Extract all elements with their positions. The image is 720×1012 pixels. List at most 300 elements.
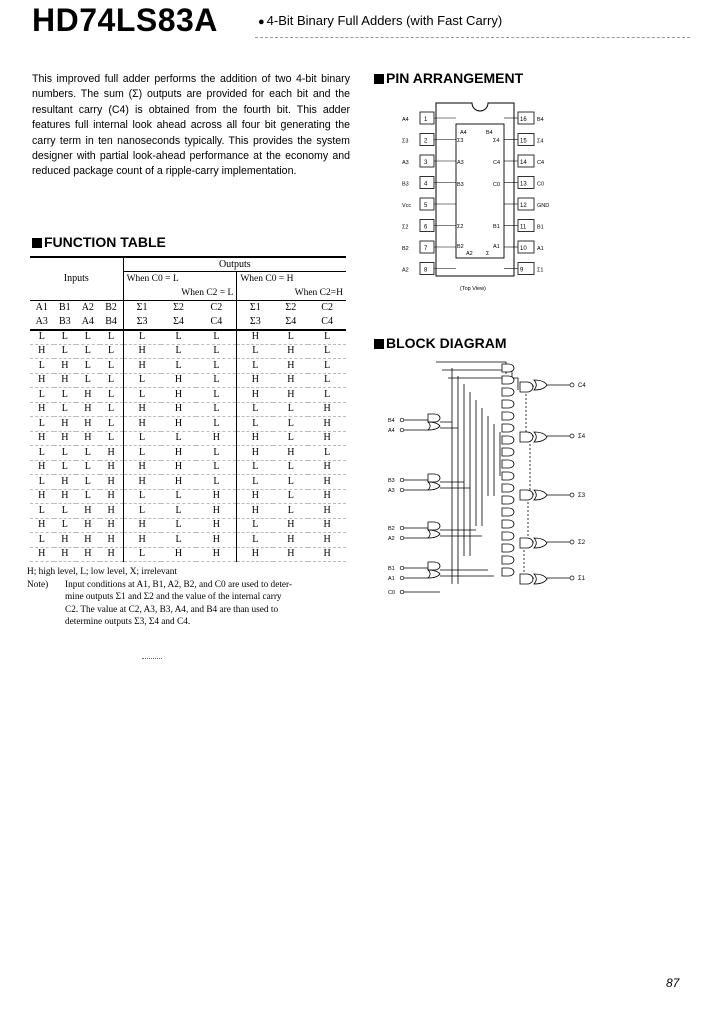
table-cell: L xyxy=(30,417,54,432)
table-cell: L xyxy=(273,431,308,446)
table-cell: L xyxy=(161,330,197,345)
table-cell: H xyxy=(54,417,76,432)
pin-right-14 xyxy=(504,155,544,167)
pin-name: Σ1 xyxy=(537,267,544,274)
table-cell: L xyxy=(123,504,161,519)
table-row xyxy=(30,388,346,403)
input-label: B2 xyxy=(388,526,395,532)
table-cell: H xyxy=(273,446,308,461)
table-row xyxy=(30,460,346,475)
and-gate xyxy=(502,364,514,372)
table-cell: L xyxy=(273,417,308,432)
table-cell: L xyxy=(76,344,100,359)
table-cell: H xyxy=(161,475,197,490)
and-gate xyxy=(520,432,533,442)
column-label-bottom: C4 xyxy=(196,315,236,330)
inner-b2: B2 xyxy=(457,244,464,250)
pin-left-4 xyxy=(402,177,456,189)
table-cell: H xyxy=(237,373,274,388)
input-label: B4 xyxy=(388,418,395,424)
input-label: A1 xyxy=(388,576,395,582)
block-output-2 xyxy=(547,493,586,499)
table-cell: L xyxy=(237,518,274,533)
pin-number: 11 xyxy=(520,224,527,231)
table-cell: L xyxy=(196,417,236,432)
note-line: mine outputs Σ1 and Σ2 and the value of the internal carry xyxy=(65,592,282,603)
block-diagram-wiring xyxy=(404,362,534,592)
table-cell: L xyxy=(100,402,123,417)
table-cell: L xyxy=(76,475,100,490)
block-output-0 xyxy=(547,383,586,389)
column-label-bottom: A3 xyxy=(30,315,54,330)
table-cell: H xyxy=(161,388,197,403)
table-cell: L xyxy=(308,388,346,403)
table-cell: L xyxy=(237,359,274,374)
pin-name: B3 xyxy=(402,181,409,188)
subtitle-text: 4-Bit Binary Full Adders (with Fast Carry) xyxy=(266,13,503,28)
block-input-2 xyxy=(388,478,404,484)
table-cell: H xyxy=(54,373,76,388)
column-label-top: C2 xyxy=(308,301,346,316)
inner-a3: A3 xyxy=(457,160,464,166)
block-input-1 xyxy=(388,428,404,434)
column-label-bottom: Σ3 xyxy=(123,315,161,330)
table-cell: L xyxy=(100,431,123,446)
pin-name: Σ2 xyxy=(402,224,409,231)
table-cell: L xyxy=(196,330,236,345)
pin-left-2 xyxy=(402,134,456,146)
inner-a1: A1 xyxy=(493,244,500,250)
pin-number: 7 xyxy=(424,246,428,252)
inner-a2: A2 xyxy=(466,251,473,257)
block-output-1 xyxy=(547,434,586,440)
and-gate xyxy=(502,568,514,576)
inner-c0: C0 xyxy=(493,182,501,188)
and-gate xyxy=(502,556,514,564)
pin-right-15 xyxy=(504,134,543,146)
output-label: Σ1 xyxy=(578,576,586,582)
table-cell: L xyxy=(30,475,54,490)
block-input-0 xyxy=(388,418,404,424)
table-cell: L xyxy=(76,489,100,504)
table-cell: L xyxy=(100,330,123,345)
column-label-top: Σ2 xyxy=(273,301,308,316)
table-cell: L xyxy=(196,475,236,490)
input-label: C0 xyxy=(388,590,396,596)
table-cell: H xyxy=(54,547,76,562)
pin-number: 15 xyxy=(520,138,527,145)
block-input-8 xyxy=(388,590,404,596)
table-cell: H xyxy=(196,489,236,504)
table-cell: L xyxy=(76,373,100,388)
table-cell: H xyxy=(76,533,100,548)
pin-name: B4 xyxy=(537,117,544,123)
table-cell: L xyxy=(123,446,161,461)
table-cell: H xyxy=(54,533,76,548)
and-gate xyxy=(502,544,514,552)
output-label: Σ2 xyxy=(578,540,586,546)
column-label-top: Σ2 xyxy=(161,301,197,316)
table-cell: H xyxy=(237,431,274,446)
block-input-3 xyxy=(388,488,404,494)
pin-name: B2 xyxy=(402,246,409,252)
table-cell: L xyxy=(196,344,236,359)
table-cell: H xyxy=(30,547,54,562)
pin-right-16 xyxy=(504,112,544,124)
table-cell: H xyxy=(161,417,197,432)
or-gate xyxy=(534,490,547,500)
table-cell: L xyxy=(100,388,123,403)
inner-s3: Σ3 xyxy=(457,138,464,144)
table-cell: L xyxy=(54,344,76,359)
pin-number: 5 xyxy=(424,203,428,209)
table-cell: H xyxy=(273,388,308,403)
table-cell: H xyxy=(100,533,123,548)
ic-package xyxy=(436,103,514,276)
table-cell: L xyxy=(161,533,197,548)
table-cell: H xyxy=(123,359,161,374)
table-cell: H xyxy=(100,504,123,519)
and-gate xyxy=(502,496,514,504)
table-cell: L xyxy=(161,431,197,446)
table-cell: H xyxy=(308,533,346,548)
pin-arrangement-heading: PIN ARRANGEMENT xyxy=(374,70,523,86)
and-gate xyxy=(502,448,514,456)
pin-left-5 xyxy=(402,198,456,210)
and-gate xyxy=(428,562,440,570)
inner-s2: Σ2 xyxy=(457,224,464,230)
block-output-3 xyxy=(547,540,586,546)
table-cell: H xyxy=(273,547,308,562)
column-label-bottom: B3 xyxy=(54,315,76,330)
table-cell: L xyxy=(237,402,274,417)
block-diagram xyxy=(384,356,600,602)
table-cell: L xyxy=(100,417,123,432)
pin-name: Vcc xyxy=(402,203,412,209)
table-cell: H xyxy=(123,344,161,359)
table-cell: L xyxy=(237,533,274,548)
column-label-bottom: A4 xyxy=(76,315,100,330)
pin-number: 14 xyxy=(520,160,527,166)
table-cell: L xyxy=(30,388,54,403)
table-cell: H xyxy=(161,460,197,475)
and-gate xyxy=(502,436,514,444)
table-cell: L xyxy=(54,446,76,461)
table-cell: H xyxy=(237,547,274,562)
table-cell: L xyxy=(273,460,308,475)
or-gate xyxy=(428,422,440,430)
block-diagram-heading: BLOCK DIAGRAM xyxy=(374,335,507,351)
note-line: Note) Input conditions at A1, B1, A2, B2, and C0 are used to deter- xyxy=(27,579,293,590)
table-cell: L xyxy=(100,344,123,359)
table-cell: H xyxy=(308,431,346,446)
table-cell: H xyxy=(30,460,54,475)
table-cell: H xyxy=(123,460,161,475)
table-cell: L xyxy=(273,330,308,345)
pin-left-3 xyxy=(402,155,456,167)
column-label-top: Σ1 xyxy=(237,301,274,316)
table-cell: H xyxy=(237,388,274,403)
pin-number: 4 xyxy=(424,181,428,188)
and-gate xyxy=(502,520,514,528)
legend-note: H; high level, L; low level, X; irrelevant xyxy=(27,567,177,577)
table-cell: H xyxy=(76,504,100,519)
table-cell: L xyxy=(237,417,274,432)
output-label: Σ4 xyxy=(578,434,586,440)
pin-name: A4 xyxy=(402,117,409,123)
table-cell: H xyxy=(54,475,76,490)
table-cell: H xyxy=(196,504,236,519)
table-cell: H xyxy=(123,417,161,432)
table-cell: H xyxy=(308,518,346,533)
table-row xyxy=(30,533,346,548)
table-cell: L xyxy=(308,330,346,345)
or-gate xyxy=(534,574,547,584)
table-row xyxy=(30,417,346,432)
table-cell: H xyxy=(161,547,197,562)
and-gate xyxy=(520,538,533,548)
table-cell: H xyxy=(54,489,76,504)
table-cell: L xyxy=(308,359,346,374)
block-input-5 xyxy=(388,536,404,542)
block-input-6 xyxy=(388,566,404,572)
table-cell: L xyxy=(54,518,76,533)
column-label-bottom: B4 xyxy=(100,315,123,330)
table-cell: H xyxy=(123,475,161,490)
subtitle: ● 4-Bit Binary Full Adders (with Fast Carry) xyxy=(258,13,503,28)
table-cell: H xyxy=(30,344,54,359)
outputs-header: Outputs xyxy=(123,257,346,272)
table-cell: H xyxy=(273,533,308,548)
table-cell: L xyxy=(54,504,76,519)
table-cell: L xyxy=(123,431,161,446)
table-cell: L xyxy=(273,402,308,417)
and-gate xyxy=(502,508,514,516)
table-cell: H xyxy=(100,547,123,562)
column-label-top: B1 xyxy=(54,301,76,316)
table-notes xyxy=(27,566,349,629)
and-gate xyxy=(502,400,514,408)
table-cell: L xyxy=(76,330,100,345)
pin-number: 6 xyxy=(424,224,428,231)
table-cell: H xyxy=(237,489,274,504)
table-row xyxy=(30,475,346,490)
table-cell: L xyxy=(196,359,236,374)
table-cell: H xyxy=(308,547,346,562)
table-cell: L xyxy=(161,518,197,533)
table-cell: L xyxy=(161,489,197,504)
table-row xyxy=(30,547,346,562)
inner-s4: Σ4 xyxy=(493,138,500,144)
or-gate xyxy=(534,432,547,442)
table-cell: H xyxy=(273,344,308,359)
and-gate xyxy=(502,388,514,396)
pin-name: Σ3 xyxy=(402,138,409,145)
table-row xyxy=(30,504,346,519)
column-label-top: Σ1 xyxy=(123,301,161,316)
table-cell: H xyxy=(76,402,100,417)
and-gate xyxy=(502,472,514,480)
table-cell: H xyxy=(76,518,100,533)
table-cell: L xyxy=(76,359,100,374)
input-label: A3 xyxy=(388,488,395,494)
table-cell: L xyxy=(308,373,346,388)
pin-name: A3 xyxy=(402,160,409,166)
pin-number: 1 xyxy=(424,117,428,123)
table-cell: H xyxy=(308,489,346,504)
pin-name: A1 xyxy=(537,246,544,252)
table-cell: H xyxy=(308,402,346,417)
table-cell: L xyxy=(54,330,76,345)
table-cell: L xyxy=(123,489,161,504)
table-cell: H xyxy=(30,402,54,417)
table-row xyxy=(30,402,346,417)
table-cell: H xyxy=(30,431,54,446)
table-row xyxy=(30,373,346,388)
column-label-top: A1 xyxy=(30,301,54,316)
pin-left-8 xyxy=(402,263,456,275)
and-gate xyxy=(428,474,440,482)
table-cell: L xyxy=(123,388,161,403)
when-c2-h-header: When C2=H xyxy=(294,288,343,298)
and-gate xyxy=(520,490,533,500)
when-c0-h-header: When C0 = H xyxy=(237,272,346,287)
table-cell: L xyxy=(308,446,346,461)
and-gate xyxy=(502,376,514,384)
and-gate xyxy=(428,522,440,530)
or-gate xyxy=(428,482,440,490)
and-gate xyxy=(520,382,533,392)
table-cell: H xyxy=(273,359,308,374)
table-cell: L xyxy=(76,460,100,475)
input-label: A4 xyxy=(388,428,395,434)
inner-s1: Σ xyxy=(486,251,490,257)
table-cell: L xyxy=(100,359,123,374)
table-cell: H xyxy=(308,417,346,432)
pin-left-1 xyxy=(402,112,456,124)
table-cell: L xyxy=(196,373,236,388)
table-cell: L xyxy=(54,402,76,417)
pin-name: C4 xyxy=(537,160,545,166)
table-cell: L xyxy=(196,402,236,417)
table-cell: L xyxy=(54,388,76,403)
pin-right-12 xyxy=(504,198,549,210)
note-line: determine outputs Σ3, Σ4 and C4. xyxy=(65,617,191,628)
table-cell: H xyxy=(30,518,54,533)
table-cell: H xyxy=(308,504,346,519)
pin-right-11 xyxy=(504,220,544,232)
table-cell: H xyxy=(100,446,123,461)
pin-number: 16 xyxy=(520,117,527,123)
inputs-header: Inputs xyxy=(30,257,123,301)
table-cell: L xyxy=(30,359,54,374)
table-cell: L xyxy=(30,504,54,519)
function-table xyxy=(30,256,346,562)
stray-mark xyxy=(142,658,162,659)
table-cell: L xyxy=(161,359,197,374)
table-cell: L xyxy=(123,373,161,388)
table-cell: L xyxy=(308,344,346,359)
and-gate xyxy=(428,414,440,422)
table-cell: L xyxy=(123,547,161,562)
block-input-4 xyxy=(388,526,404,532)
table-cell: L xyxy=(161,504,197,519)
intro-paragraph: This improved full adder performs the addition of two 4-bit binary numbers. The sum (Σ) outputs are provided for each bit and the resultant carry (C4) is obtained from the fourth bit. This adder features full internal look ahead across all four bit generating the carry term in ten nanoseconds typically. This provides the system designer with partial look-ahead performance at the economy and reduced package count of a ripple-carry implementation. xyxy=(32,73,350,178)
table-cell: H xyxy=(76,431,100,446)
table-cell: H xyxy=(76,417,100,432)
table-cell: H xyxy=(123,533,161,548)
pin-name: GND xyxy=(537,203,550,209)
table-cell: H xyxy=(308,475,346,490)
column-label-bottom: Σ4 xyxy=(161,315,197,330)
table-cell: L xyxy=(161,344,197,359)
table-cell: H xyxy=(196,533,236,548)
pin-right-13 xyxy=(504,177,544,189)
when-c0-l-header: When C0 = L xyxy=(123,272,237,287)
table-cell: H xyxy=(196,518,236,533)
table-cell: H xyxy=(308,460,346,475)
or-gate xyxy=(428,570,440,578)
inner-b1: B1 xyxy=(493,224,500,230)
pin-name: A2 xyxy=(402,267,409,274)
function-table-heading: FUNCTION TABLE xyxy=(32,234,166,250)
inner-a4: A4 xyxy=(460,130,467,136)
top-view-label: (Top View) xyxy=(460,286,486,292)
table-cell: H xyxy=(76,547,100,562)
table-row xyxy=(30,359,346,374)
pin-left-6 xyxy=(402,220,456,232)
pin-number: 2 xyxy=(424,138,428,145)
header-rule xyxy=(255,37,690,38)
table-cell: L xyxy=(30,533,54,548)
table-cell: L xyxy=(237,460,274,475)
pin-number: 12 xyxy=(520,203,527,209)
table-cell: H xyxy=(196,547,236,562)
pin-number: 8 xyxy=(424,267,428,274)
input-label: B3 xyxy=(388,478,395,484)
table-cell: L xyxy=(100,373,123,388)
part-number: HD74LS83A xyxy=(32,2,218,38)
and-gate xyxy=(502,424,514,432)
table-row xyxy=(30,489,346,504)
pin-name: C0 xyxy=(537,181,545,188)
input-label: B1 xyxy=(388,566,395,572)
inner-c4: C4 xyxy=(493,160,501,166)
pin-right-9 xyxy=(504,263,543,275)
table-row xyxy=(30,518,346,533)
table-cell: L xyxy=(30,446,54,461)
table-cell: H xyxy=(76,388,100,403)
table-cell: L xyxy=(54,460,76,475)
table-cell: L xyxy=(123,330,161,345)
table-cell: H xyxy=(237,504,274,519)
column-label-top: C2 xyxy=(196,301,236,316)
and-gate xyxy=(520,574,533,584)
table-cell: L xyxy=(196,446,236,461)
and-gate xyxy=(502,484,514,492)
table-cell: H xyxy=(100,489,123,504)
pin-number: 10 xyxy=(520,246,527,252)
table-cell: L xyxy=(273,504,308,519)
table-cell: H xyxy=(237,330,274,345)
input-label: A2 xyxy=(388,536,395,542)
table-cell: H xyxy=(100,475,123,490)
table-row xyxy=(30,344,346,359)
table-cell: H xyxy=(54,359,76,374)
and-gate xyxy=(502,412,514,420)
table-cell: H xyxy=(161,373,197,388)
table-cell: H xyxy=(161,446,197,461)
